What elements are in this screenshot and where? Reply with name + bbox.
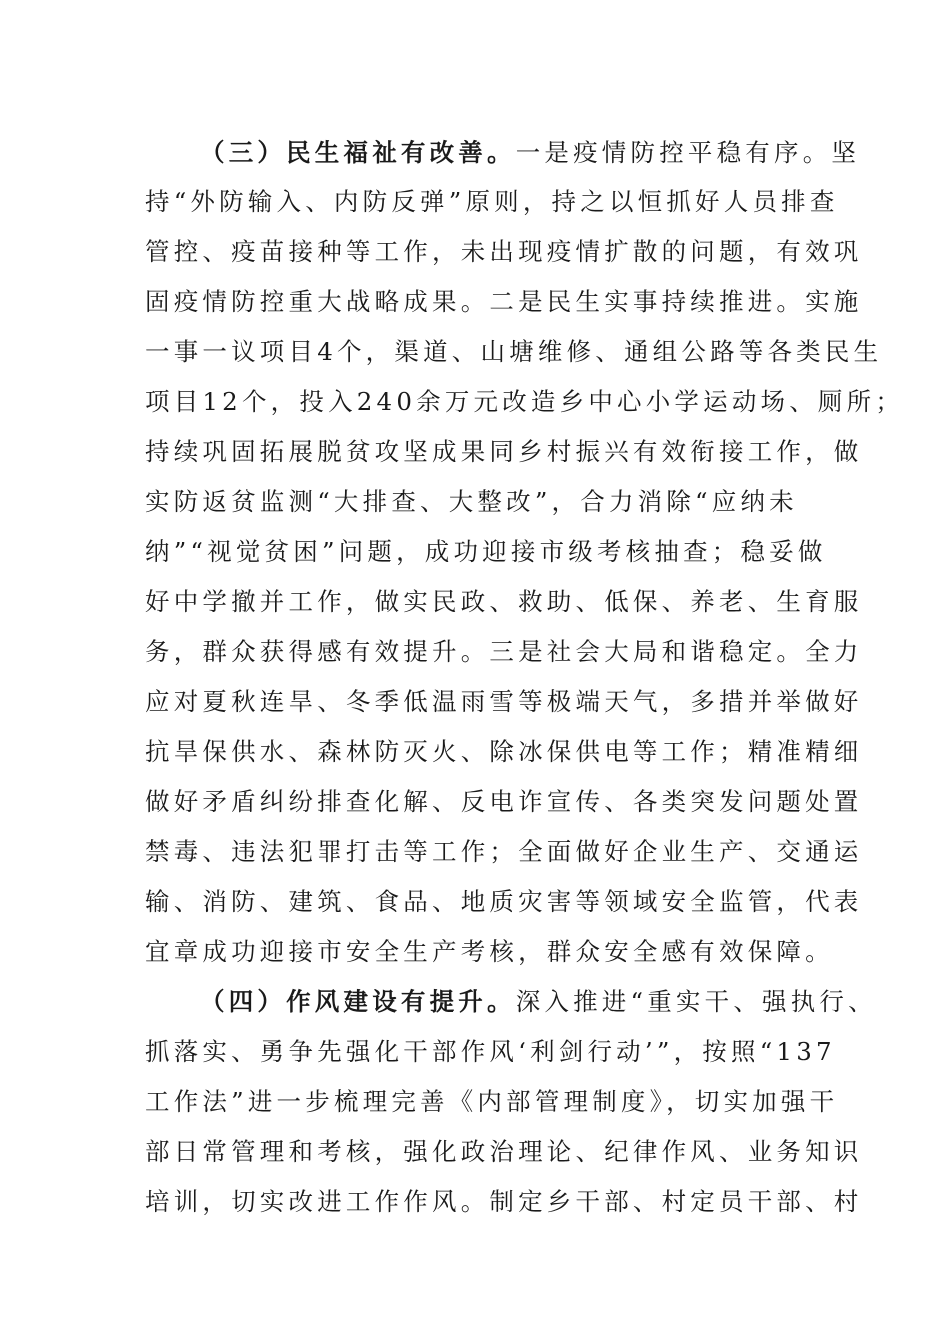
paragraph-line: 禁毒、违法犯罪打击等工作；全面做好企业生产、交通运: [145, 837, 863, 866]
section-heading: （三）民生福祉有改善。: [200, 138, 516, 167]
paragraph-line: 一事一议项目4个，渠道、山塘维修、通组公路等各类民生: [145, 337, 883, 366]
paragraph-line: 宜章成功迎接市安全生产考核，群众安全感有效保障。: [145, 937, 834, 966]
paragraph-line: 务，群众获得感有效提升。三是社会大局和谐稳定。全力: [145, 637, 863, 666]
paragraph-line: 持“外防输入、内防反弹”原则，持之以恒抓好人员排查: [145, 187, 839, 216]
paragraph-line: [200, 986, 877, 1018]
paragraph-line: 输、消防、建筑、食品、地质灾害等领域安全监管，代表: [145, 887, 863, 916]
paragraph-line: 工作法”进一步梳理完善《内部管理制度》，切实加强干: [145, 1087, 839, 1116]
paragraph-line: 好中学撤并工作，做实民政、救助、低保、养老、生育服: [145, 587, 863, 616]
paragraph-text: 深入推进“重实干、强执行、: [515, 987, 877, 1016]
paragraph-line: 抓落实、勇争先强化干部作风‘利剑行动’”，按照“137: [145, 1037, 836, 1066]
paragraph-line: 项目12个，投入240余万元改造乡中心小学运动场、厕所；: [145, 387, 905, 416]
paragraph-text: 一是疫情防控平稳有序。坚: [515, 138, 861, 167]
section-heading: （四）作风建设有提升。: [200, 987, 516, 1016]
paragraph-line: 持续巩固拓展脱贫攻坚成果同乡村振兴有效衔接工作，做: [145, 437, 863, 466]
paragraph-line: [200, 137, 861, 169]
paragraph-line: 做好矛盾纠纷排查化解、反电诈宣传、各类突发问题处置: [145, 787, 863, 816]
paragraph-line: 培训，切实改进工作作风。制定乡干部、村定员干部、村: [145, 1187, 863, 1216]
paragraph-line: 固疫情防控重大战略成果。二是民生实事持续推进。实施: [145, 287, 863, 316]
paragraph-line: 应对夏秋连旱、冬季低温雨雪等极端天气，多措并举做好: [145, 687, 863, 716]
paragraph-line: 部日常管理和考核，强化政治理论、纪律作风、业务知识: [145, 1137, 863, 1166]
paragraph-line: 抗旱保供水、森林防灭火、除冰保供电等工作；精准精细: [145, 737, 863, 766]
paragraph-line: 实防返贫监测“大排查、大整改”，合力消除“应纳未: [145, 487, 798, 516]
paragraph-line: 纳”“视觉贫困”问题，成功迎接市级考核抽查；稳妥做: [145, 537, 827, 566]
paragraph-line: 管控、疫苗接种等工作，未出现疫情扩散的问题，有效巩: [145, 237, 863, 266]
